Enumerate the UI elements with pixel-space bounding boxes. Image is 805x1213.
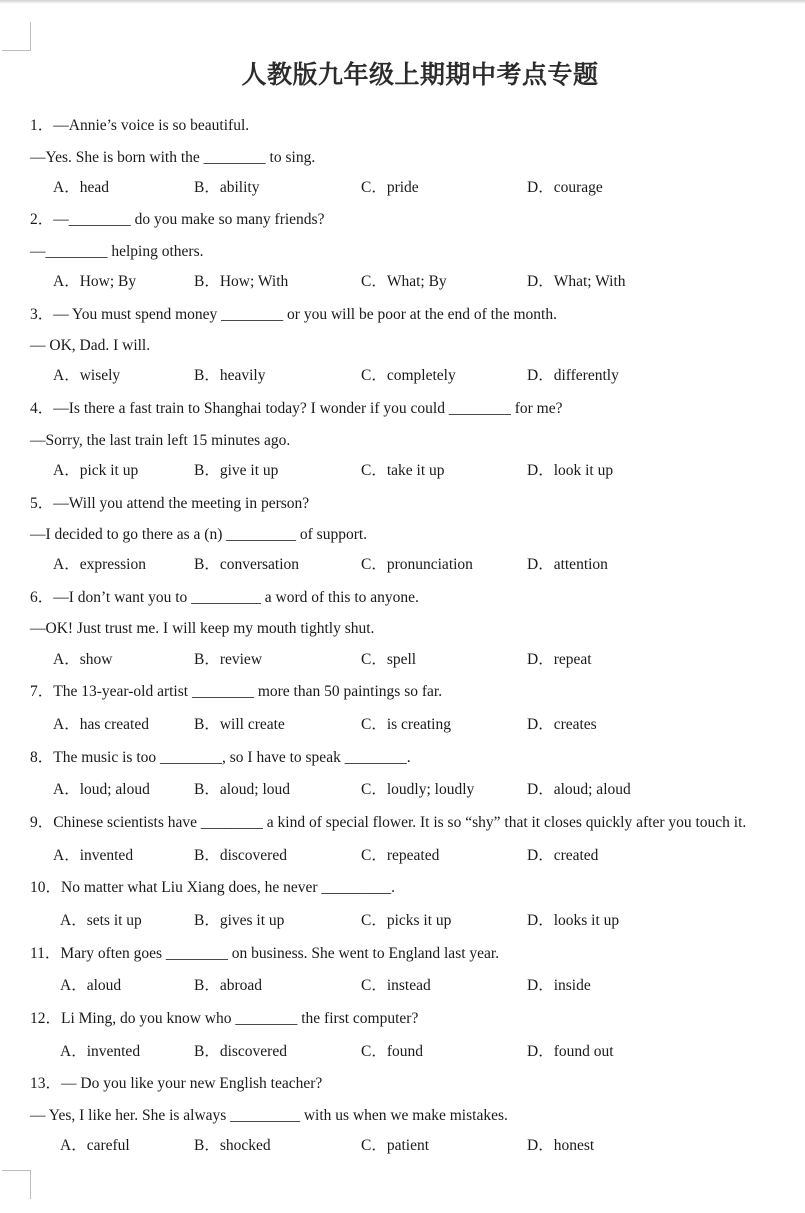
- option-d[interactable]: D．look it up: [527, 462, 614, 479]
- option-b[interactable]: B．review: [194, 651, 263, 668]
- question-stem: 3．— You must spend money ________ or you will be poor at the end of the month.: [30, 306, 557, 323]
- page-title: 人教版九年级上期期中考点专题: [241, 60, 599, 89]
- option-row: [0, 976, 805, 996]
- option-row: [0, 1042, 805, 1062]
- option-row: [0, 650, 805, 670]
- option-row: [0, 846, 805, 866]
- option-row: [0, 911, 805, 931]
- option-row: [0, 1136, 805, 1156]
- option-d[interactable]: D．creates: [527, 716, 597, 733]
- question-stem: 7．The 13-year-old artist ________ more than 50 paintings so far.: [30, 683, 443, 700]
- option-a[interactable]: A．show: [53, 651, 113, 668]
- option-row: [0, 366, 805, 386]
- option-row: [0, 272, 805, 292]
- page-corner-mark-bottom: [2, 1170, 31, 1199]
- question-stem: 10．No matter what Liu Xiang does, he never _________.: [30, 879, 396, 896]
- option-a[interactable]: A．head: [53, 179, 109, 196]
- question-stem: 5．—Will you attend the meeting in person?: [30, 495, 310, 512]
- option-row: [0, 780, 805, 800]
- page-corner-mark-top: [2, 22, 31, 51]
- option-c[interactable]: C．found: [361, 1043, 424, 1060]
- option-d[interactable]: D．created: [527, 847, 599, 864]
- question-response: — OK, Dad. I will.: [30, 337, 151, 354]
- option-a[interactable]: A．expression: [53, 556, 146, 573]
- option-a[interactable]: A．pick it up: [53, 462, 139, 479]
- option-c[interactable]: C．patient: [361, 1137, 430, 1154]
- option-b[interactable]: B．give it up: [194, 462, 279, 479]
- option-c[interactable]: C．spell: [361, 651, 417, 668]
- question-stem: 6．—I don’t want you to _________ a word of this to anyone.: [30, 589, 419, 606]
- option-a[interactable]: A．loud; aloud: [53, 781, 150, 798]
- option-a[interactable]: A．aloud: [60, 977, 122, 994]
- question-response: — Yes, I like her. She is always _________ with us when we make mistakes.: [30, 1107, 508, 1124]
- option-b[interactable]: B．aloud; loud: [194, 781, 291, 798]
- option-d[interactable]: D．differently: [527, 367, 619, 384]
- question-stem: 11．Mary often goes ________ on business. She went to England last year.: [30, 945, 500, 962]
- option-a[interactable]: A．invented: [60, 1043, 141, 1060]
- option-d[interactable]: D．looks it up: [527, 912, 620, 929]
- option-a[interactable]: A．wisely: [53, 367, 121, 384]
- option-b[interactable]: B．will create: [194, 716, 285, 733]
- option-d[interactable]: D．attention: [527, 556, 608, 573]
- option-row: [0, 461, 805, 481]
- question-response: —OK! Just trust me. I will keep my mouth tightly shut.: [30, 620, 375, 637]
- option-c[interactable]: C．loudly; loudly: [361, 781, 475, 798]
- option-b[interactable]: B．ability: [194, 179, 260, 196]
- option-c[interactable]: C．pronunciation: [361, 556, 473, 573]
- option-a[interactable]: A．has created: [53, 716, 149, 733]
- option-a[interactable]: A．How; By: [53, 273, 137, 290]
- option-c[interactable]: C．is creating: [361, 716, 451, 733]
- option-b[interactable]: B．discovered: [194, 847, 287, 864]
- option-b[interactable]: B．heavily: [194, 367, 266, 384]
- page-top-edge: [0, 0, 805, 4]
- option-b[interactable]: B．abroad: [194, 977, 263, 994]
- option-a[interactable]: A．careful: [60, 1137, 130, 1154]
- question-stem: 4．—Is there a fast train to Shanghai today? I wonder if you could ________ for me?: [30, 400, 563, 417]
- option-b[interactable]: B．gives it up: [194, 912, 285, 929]
- option-c[interactable]: C．completely: [361, 367, 456, 384]
- option-b[interactable]: B．shocked: [194, 1137, 271, 1154]
- question-stem: 8．The music is too ________, so I have to speak ________.: [30, 749, 411, 766]
- question-response: —Yes. She is born with the ________ to sing.: [30, 149, 316, 166]
- option-d[interactable]: D．aloud; aloud: [527, 781, 631, 798]
- question-stem: 1．—Annie’s voice is so beautiful.: [30, 117, 250, 134]
- option-b[interactable]: B．conversation: [194, 556, 300, 573]
- question-stem: 12．Li Ming, do you know who ________ the first computer?: [30, 1010, 419, 1027]
- option-a[interactable]: A．invented: [53, 847, 134, 864]
- question-stem: 9．Chinese scientists have ________ a kind of special flower. It is so “shy” that it closes quickly after you touch it.: [30, 814, 747, 831]
- question-stem: 2．—________ do you make so many friends?: [30, 211, 325, 228]
- option-c[interactable]: C．pride: [361, 179, 419, 196]
- option-a[interactable]: A．sets it up: [60, 912, 142, 929]
- option-b[interactable]: B．How; With: [194, 273, 289, 290]
- option-c[interactable]: C．repeated: [361, 847, 440, 864]
- option-c[interactable]: C．instead: [361, 977, 431, 994]
- option-row: [0, 715, 805, 735]
- option-d[interactable]: D．What; With: [527, 273, 626, 290]
- option-d[interactable]: D．honest: [527, 1137, 595, 1154]
- question-response: —I decided to go there as a (n) _________ of support.: [30, 526, 368, 543]
- question-response: —Sorry, the last train left 15 minutes ago.: [30, 432, 291, 449]
- option-row: [0, 178, 805, 198]
- option-c[interactable]: C．What; By: [361, 273, 447, 290]
- option-b[interactable]: B．discovered: [194, 1043, 287, 1060]
- option-d[interactable]: D．found out: [527, 1043, 614, 1060]
- option-c[interactable]: C．picks it up: [361, 912, 452, 929]
- option-d[interactable]: D．courage: [527, 179, 603, 196]
- option-d[interactable]: D．repeat: [527, 651, 592, 668]
- option-c[interactable]: C．take it up: [361, 462, 445, 479]
- question-response: —________ helping others.: [30, 243, 204, 260]
- option-d[interactable]: D．inside: [527, 977, 591, 994]
- option-row: [0, 555, 805, 575]
- question-stem: 13．— Do you like your new English teacher?: [30, 1075, 323, 1092]
